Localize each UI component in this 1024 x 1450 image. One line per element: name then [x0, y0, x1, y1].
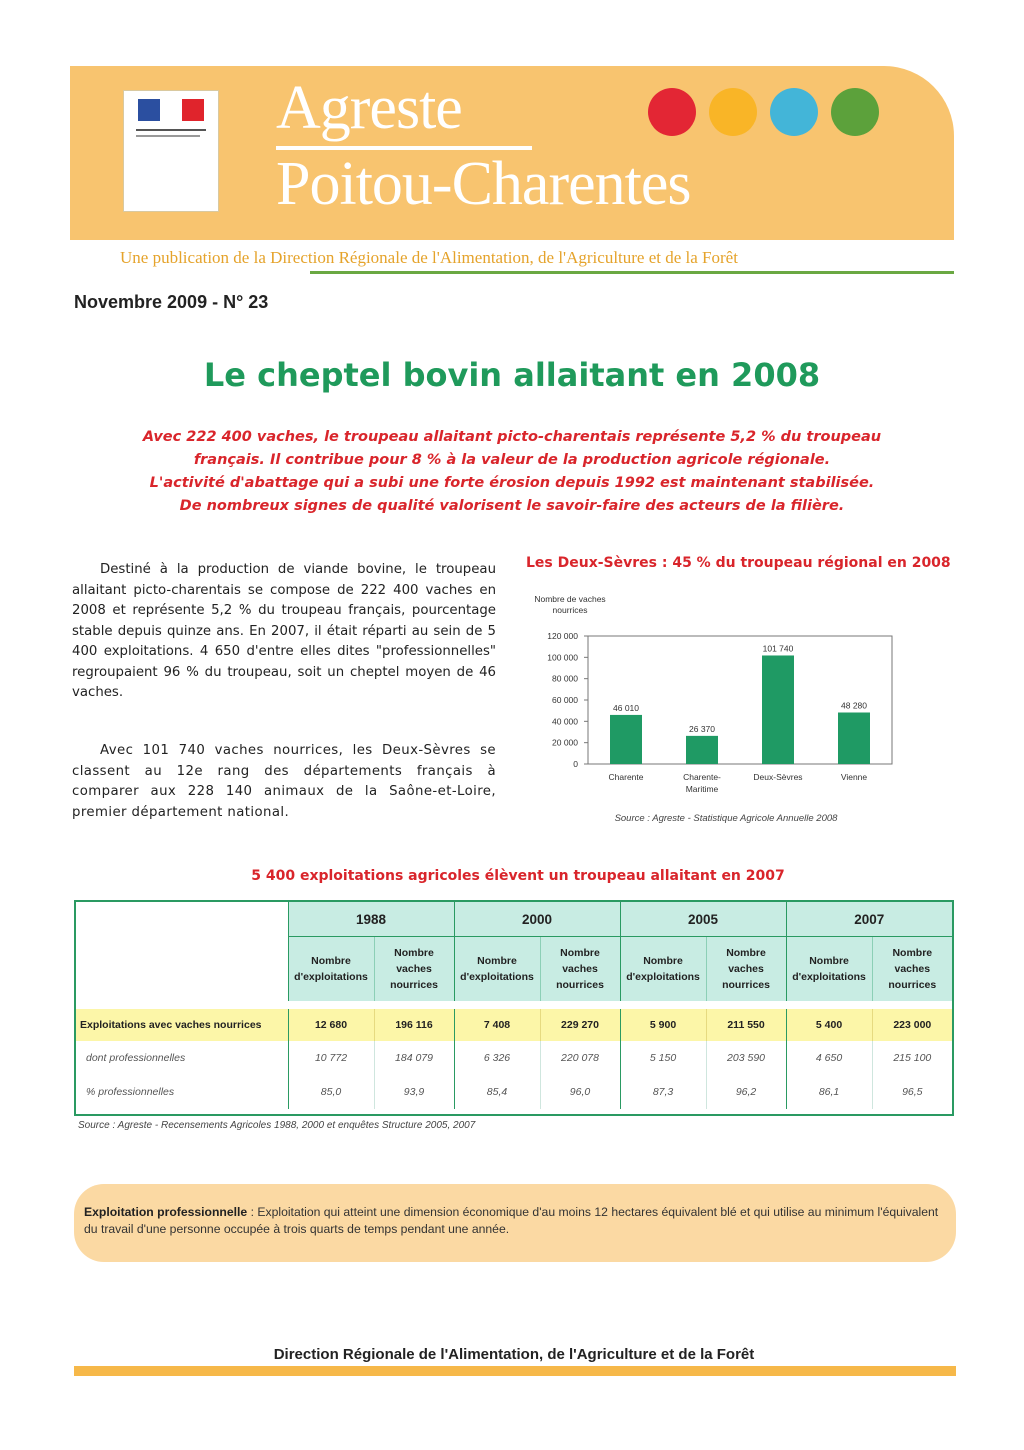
row-label: Exploitations avec vaches nourrices — [76, 1009, 288, 1041]
bar-chart — [526, 588, 926, 838]
header-nombre-vaches — [872, 937, 952, 1002]
table-title: 5 400 exploitations agricoles élèvent un troupeau allaitant en 2007 — [251, 868, 785, 884]
header-nombre-vaches — [706, 937, 786, 1002]
body-text: Destiné à la production de viande bovine, le troupeau allaitant picto-charentais se compose de 222 400 vaches en 2008 et représente 5,2 % du troupeau français, pourcentage stable depuis quinze ans. En 2007, il était réparti au sein de 5 400 exploitations. 4 650 d'entre elles dites "professionnelles" regroupaient 96 % du troupeau, soit un cheptel moyen de 46 vaches. — [72, 562, 496, 700]
header-nombre-exploitations — [454, 937, 540, 1002]
header-line: vaches — [728, 963, 764, 975]
table-cell: 215 100 — [872, 1041, 952, 1075]
header-line: d'exploitations — [792, 971, 866, 983]
header-line: Nombre — [809, 955, 849, 967]
y-tick-label: 80 000 — [552, 673, 578, 684]
footer-text: Direction Régionale de l'Alimentation, de l'Agriculture et de la Forêt — [273, 1346, 755, 1363]
table-cell: 96,2 — [706, 1075, 786, 1109]
data-label: 46 010 — [613, 702, 639, 713]
brand-title-line2: Poitou-Charentes — [276, 150, 691, 218]
bar — [762, 655, 794, 764]
orange-dot-icon — [709, 88, 757, 136]
table-cell: 196 116 — [374, 1009, 454, 1041]
table-cell: 184 079 — [374, 1041, 454, 1075]
header-nombre-exploitations — [288, 937, 374, 1002]
lead-line: français. Il contribue pour 8 % à la valeur de la production agricole régionale. — [193, 452, 831, 468]
row-label: dont professionnelles — [86, 1052, 186, 1064]
body-text: Avec 101 740 vaches nourrices, les Deux-Sèvres se classent au 12e rang des départements français à comparer aux 228 140 animaux de la Saône-et-Loire, premier département national. — [72, 743, 496, 820]
header-line: Nombre — [643, 955, 683, 967]
table-cell: 211 550 — [706, 1009, 786, 1041]
header-line: d'exploitations — [626, 971, 700, 983]
lead-line: Avec 222 400 vaches, le troupeau allaitant picto-charentais représente 5,2 % du troupeau — [142, 429, 882, 445]
header-nombre-vaches — [540, 937, 620, 1002]
ministry-logo — [123, 90, 219, 212]
issue-number: Novembre 2009 - N° 23 — [74, 292, 269, 312]
table-cell: 5 400 — [786, 1009, 872, 1041]
y-tick-label: 60 000 — [552, 695, 578, 705]
header-line: Nombre — [394, 947, 434, 959]
header-line: vaches — [894, 963, 931, 975]
bar — [610, 715, 642, 764]
lead-line: De nombreux signes de qualité valorisent le savoir-faire des acteurs de la filière. — [179, 498, 845, 514]
table-source: Source : Agreste - Recensements Agricoles 1988, 2000 et enquêtes Structure 2005, 2007 — [78, 1120, 476, 1131]
table-cell: 203 590 — [706, 1041, 786, 1075]
footer-bar — [74, 1366, 956, 1376]
y-tick-label: 100 000 — [547, 652, 578, 663]
chart-title: Les Deux-Sèvres : 45 % du troupeau régional en 2008 — [526, 555, 951, 571]
definition-body: : Exploitation qui atteint une dimension économique d'au moins 12 hectares équivalent blé et qui utilise au minimum l'équivalent du travail d'une personne occupée à trois quarts de temps pendant une année. — [84, 1205, 939, 1236]
year-header: 2005 — [620, 902, 786, 937]
table-cell: 5 900 — [620, 1009, 706, 1041]
green-dot-icon — [831, 88, 879, 136]
table-cell: 96,5 — [872, 1075, 952, 1109]
header-nombre-exploitations — [786, 937, 872, 1002]
header-line: vaches — [562, 963, 598, 975]
header-nombre-vaches — [374, 937, 454, 1002]
header-line: Nombre — [726, 947, 766, 959]
table-cell: 220 078 — [540, 1041, 620, 1075]
data-table — [74, 900, 954, 1116]
year-header: 2007 — [786, 902, 952, 937]
y-tick-label: 20 000 — [552, 737, 578, 748]
table-cell: 7 408 — [454, 1009, 540, 1041]
body-paragraph-2 — [72, 741, 496, 823]
x-tick-label: Maritime — [685, 784, 719, 794]
header-line: Nombre — [311, 955, 351, 967]
definition-text — [84, 1204, 952, 1238]
table-cell: 5 150 — [620, 1041, 706, 1075]
header-line: nourrices — [390, 979, 438, 991]
x-tick-label: Charente- — [683, 772, 721, 782]
definition-term: Exploitation professionnelle — [84, 1205, 248, 1219]
header-line: nourrices — [556, 979, 604, 991]
brand-title-line1: Agreste — [276, 74, 462, 142]
table-cell: 85,0 — [288, 1075, 374, 1109]
table-cell: 6 326 — [454, 1041, 540, 1075]
table-cell: 86,1 — [786, 1075, 872, 1109]
table-cell: 4 650 — [786, 1041, 872, 1075]
red-dot-icon — [648, 88, 696, 136]
header-line: Nombre — [560, 947, 600, 959]
body-paragraph-1 — [72, 560, 496, 704]
blue-dot-icon — [770, 88, 818, 136]
year-header: 1988 — [288, 902, 454, 937]
publisher-line: Une publication de la Direction Régionale de l'Alimentation, de l'Agriculture et de la Forêt — [120, 248, 738, 267]
row-label: % professionnelles — [86, 1086, 175, 1098]
year-header: 2000 — [454, 902, 620, 937]
table-corner — [76, 902, 288, 1001]
table-cell: 93,9 — [374, 1075, 454, 1109]
chart-source: Source : Agreste - Statistique Agricole Annuelle 2008 — [614, 813, 838, 824]
x-tick-label: Deux-Sèvres — [753, 772, 803, 782]
x-tick-label: Vienne — [840, 772, 868, 782]
header-line: Nombre — [892, 947, 933, 959]
y-axis-label: Nombre de vaches — [534, 594, 606, 604]
data-label: 101 740 — [762, 643, 794, 654]
header-line: nourrices — [888, 979, 937, 991]
data-label: 48 280 — [841, 700, 867, 711]
header-line: nourrices — [722, 979, 770, 991]
header-line: vaches — [396, 963, 432, 975]
table-cell: 229 270 — [540, 1009, 620, 1041]
y-tick-label: 120 000 — [547, 631, 578, 641]
y-tick-label: 0 — [573, 759, 578, 769]
y-tick-label: 40 000 — [552, 716, 578, 727]
table-cell: 10 772 — [288, 1041, 374, 1075]
table-cell: 96,0 — [540, 1075, 620, 1109]
table-cell: 223 000 — [872, 1009, 952, 1041]
y-axis-label: nourrices — [552, 605, 588, 615]
publisher-underline — [310, 271, 954, 274]
header-line: d'exploitations — [460, 971, 534, 983]
data-label: 26 370 — [689, 723, 715, 734]
lead-line: L'activité d'abattage qui a subi une forte érosion depuis 1992 est maintenant stabilisée. — [149, 475, 875, 491]
lead-paragraph — [110, 426, 914, 518]
bar — [838, 713, 870, 764]
bar — [686, 736, 718, 764]
x-tick-label: Charente — [608, 772, 644, 782]
table-cell: 12 680 — [288, 1009, 374, 1041]
table-cell: 87,3 — [620, 1075, 706, 1109]
table-cell: 85,4 — [454, 1075, 540, 1109]
page-title: Le cheptel bovin allaitant en 2008 — [203, 356, 821, 394]
header-line: Nombre — [477, 955, 517, 967]
header-nombre-exploitations — [620, 937, 706, 1002]
header-line: d'exploitations — [294, 971, 368, 983]
french-flag-icon — [138, 99, 204, 121]
